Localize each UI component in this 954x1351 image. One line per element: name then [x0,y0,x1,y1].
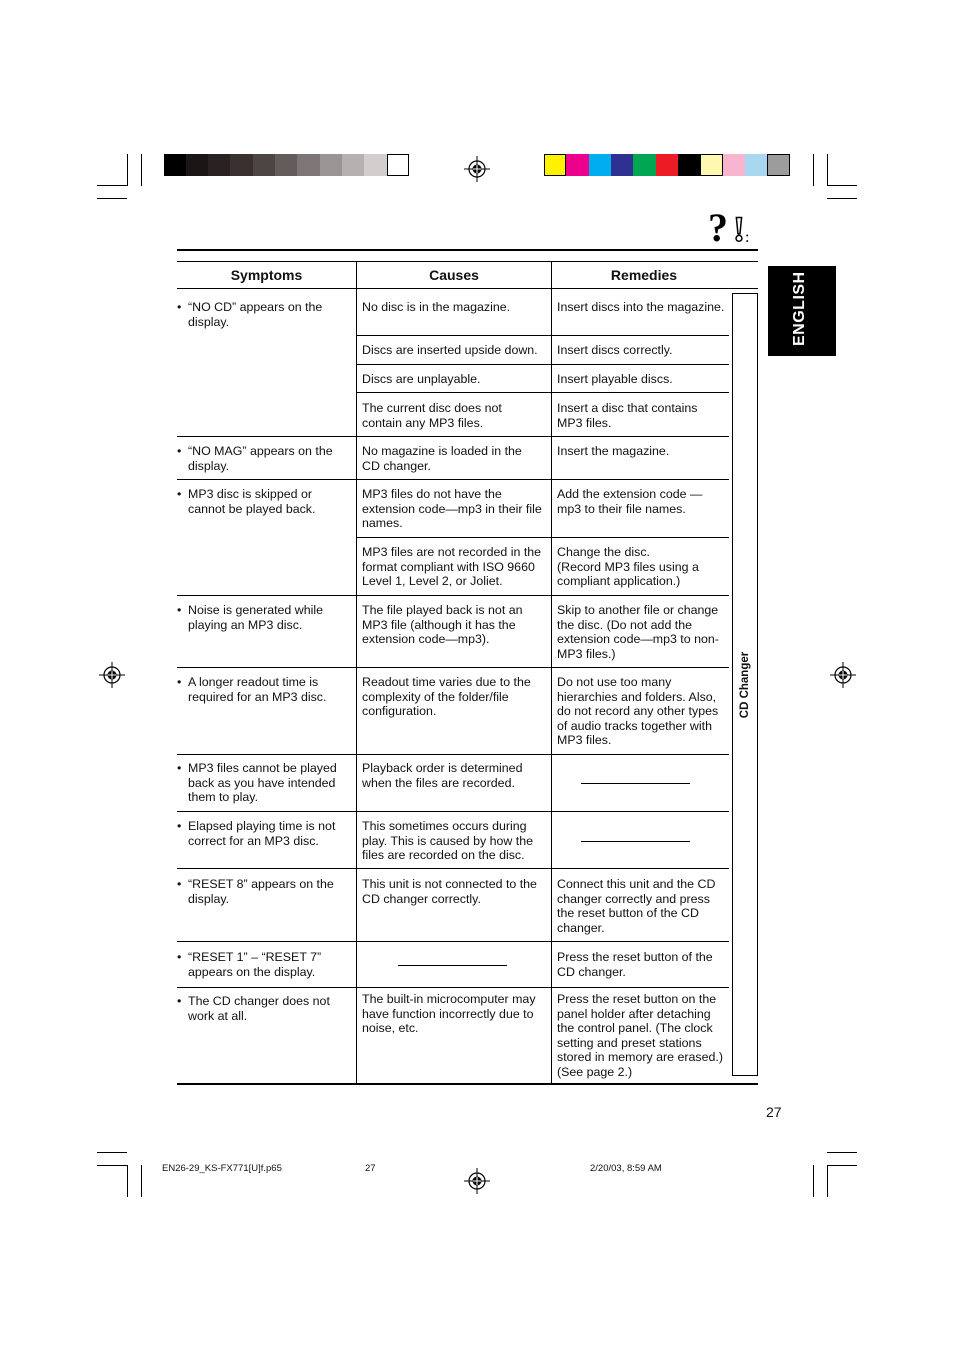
row-divider [357,392,729,393]
crop-mark [141,154,142,186]
remedy-cell: Press the reset button on the panel holder after detaching the control panel. (The clock setting and preset stations stored in memory are erased.) (See page 2.) [557,992,723,1079]
remedy-cell: Connect this unit and the CD changer correctly and press the reset button of the CD changer. [557,877,716,935]
symptom-mp3-skipped: • MP3 disc is skipped or cannot be played back. [177,487,343,516]
color-swatch [767,154,790,176]
remedy-cell: Add the extension code —mp3 to their file names. [557,487,703,516]
row-divider [177,941,729,942]
crop-mark [97,1165,127,1166]
remedy-cell: Press the reset button of the CD changer. [557,950,713,979]
table-header-bottom-line [177,288,758,289]
row-divider [177,868,729,869]
row-divider [357,537,729,538]
remedy-cell [557,545,727,589]
column-divider [356,261,357,1083]
column-divider [551,261,552,1083]
registration-mark-icon [99,662,125,688]
cause-cell: The built-in microcomputer may have function incorrectly due to noise, etc. [362,992,536,1036]
header-causes: Causes [429,267,479,283]
remedy-cell: Insert playable discs. [557,372,673,386]
gray-swatch [297,154,320,176]
color-swatch [611,154,633,176]
symptom-no-mag: • “NO MAG” appears on the display. [177,444,356,473]
crop-mark [127,154,128,186]
crop-mark [827,198,857,199]
symptom-play-order: • MP3 files cannot be played back as you have intended them to play. [177,761,358,805]
svg-text::: : [745,229,750,245]
remedy-line: (Record MP3 files using a compliant application.) [557,559,699,589]
symptom-elapsed-time: • Elapsed playing time is not correct for an MP3 disc. [177,819,358,848]
color-swatch [633,154,656,176]
header-symptoms: Symptoms [230,267,303,283]
gray-swatch [342,154,364,176]
color-swatch [678,154,700,176]
gray-swatch [208,154,230,176]
gray-swatch [164,154,186,176]
color-swatch [745,154,767,176]
crop-mark [827,1165,857,1166]
gray-swatch [320,154,342,176]
crop-mark [141,1165,142,1197]
language-tab-label: ENGLISH [791,271,808,346]
color-swatch [566,154,589,176]
no-remedy-dash [581,841,690,842]
cause-cell: This unit is not connected to the CD changer correctly. [362,877,537,906]
gray-swatch [186,154,208,176]
crop-mark [827,1152,857,1153]
footer-date: 2/20/03, 8:59 AM [590,1163,662,1174]
remedy-cell: Insert discs correctly. [557,343,673,357]
footer-page: 27 [365,1163,376,1174]
color-swatch [656,154,678,176]
cause-cell: Discs are unplayable. [362,372,481,386]
remedy-cell: Insert discs into the magazine. [557,300,725,314]
symptom-not-working: • The CD changer does not work at all. [177,994,353,1023]
color-swatch [589,154,611,176]
header-remedies: Remedies [610,267,678,283]
page-number: 27 [766,1104,782,1120]
remedy-cell: Insert a disc that contains MP3 files. [557,401,698,430]
question-exclamation-icon [708,207,760,245]
crop-mark [127,1165,128,1197]
color-swatch [700,154,723,176]
cause-cell: The current disc does not contain any MP3 files. [362,401,502,430]
remedy-cell: Insert the magazine. [557,444,670,458]
crop-mark [813,1165,814,1197]
cause-cell: MP3 files do not have the extension code—mp3 in their file names. [362,487,542,531]
row-divider [177,987,729,988]
row-divider [177,436,729,437]
symptom-reset-8: • “RESET 8” appears on the display. [177,877,353,906]
row-divider [177,667,729,668]
cause-cell: MP3 files are not recorded in the format compliant with ISO 9660 Level 1, Level 2, or Joliet. [362,545,542,589]
registration-mark-icon [464,156,490,182]
gray-swatch [230,154,253,176]
gray-swatch [364,154,387,176]
registration-mark-icon [464,1168,490,1194]
svg-text:!: ! [733,209,745,245]
crop-mark [97,185,127,186]
category-label: CD Changer [739,651,751,719]
gray-swatch [275,154,297,176]
crop-mark [827,154,828,186]
cause-cell: Discs are inserted upside down. [362,343,538,357]
registration-mark-icon [830,662,856,688]
footer-filename: EN26-29_KS-FX771[U]f.p65 [162,1163,282,1174]
cause-cell: Readout time varies due to the complexity of the folder/file configuration. [362,675,531,719]
symptom-long-readout: • A longer readout time is required for an MP3 disc. [177,675,348,704]
crop-mark [827,185,857,186]
no-cause-dash [398,965,507,966]
top-rule [177,249,758,251]
symptom-no-cd: • “NO CD” appears on the display. [177,300,353,329]
cause-cell: Playback order is determined when the files are recorded. [362,761,523,790]
gray-swatch [387,154,409,176]
crop-mark [97,198,127,199]
row-divider [177,754,729,755]
remedy-cell: Do not use too many hierarchies and folders. Also, do not record any other types of audio tracks together with MP3 files. [557,675,719,748]
remedy-line: Change the disc. [557,545,650,559]
symptom-noise: • Noise is generated while playing an MP3 disc. [177,603,353,632]
color-swatch [544,154,566,176]
gray-swatch [253,154,275,176]
remedy-cell: Skip to another file or change the disc. (Do not add the extension code—mp3 to non-MP3 files.) [557,603,719,661]
row-divider [177,811,729,812]
row-divider [177,595,729,596]
no-remedy-dash [581,783,690,784]
table-header-top-line [177,261,758,262]
cause-cell: No magazine is loaded in the CD changer. [362,444,522,473]
cause-cell: The file played back is not an MP3 file (although it has the extension code—mp3). [362,603,523,647]
row-divider [357,335,729,336]
crop-mark [97,1152,127,1153]
color-swatch [723,154,745,176]
table-bottom-line [177,1083,758,1085]
row-divider [357,364,729,365]
row-divider [177,479,729,480]
cause-cell: No disc is in the magazine. [362,300,511,314]
crop-mark [813,154,814,186]
crop-mark [827,1165,828,1197]
svg-text:?: ? [708,207,728,245]
cause-cell: This sometimes occurs during play. This is caused by how the files are recorded on the disc. [362,819,534,863]
symptom-reset-1-7: • “RESET 1” – “RESET 7” appears on the display. [177,950,348,979]
